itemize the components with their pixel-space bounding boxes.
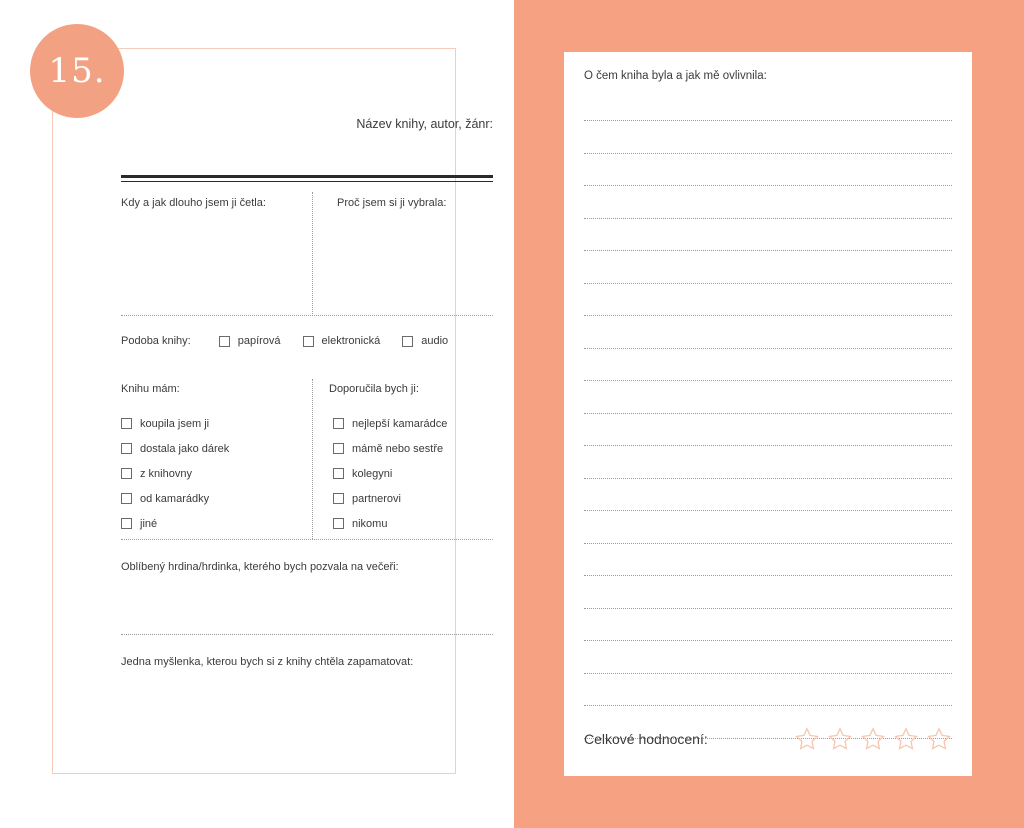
book-format-label: Podoba knihy: (121, 335, 191, 347)
overall-rating-label: Celkové hodnocení: (584, 731, 708, 747)
divider-vertical-middle (312, 379, 313, 539)
option-have-other-label: jiné (140, 517, 158, 530)
have-book-label: Knihu mám: (121, 383, 180, 395)
checkbox-icon[interactable] (333, 468, 344, 479)
recommend-label: Doporučila bych ji: (329, 383, 419, 395)
writing-line (584, 153, 952, 186)
option-recommend-nobody-label: nikomu (352, 517, 388, 530)
checkbox-icon[interactable] (121, 493, 132, 504)
divider-vertical-top (312, 192, 313, 314)
option-recommend-colleague[interactable] (333, 461, 513, 486)
option-recommend-bestfriend[interactable] (333, 411, 513, 436)
checkbox-icon[interactable] (333, 418, 344, 429)
checkbox-icon[interactable] (219, 336, 230, 347)
writing-line (584, 120, 952, 153)
overall-rating-row (584, 726, 952, 752)
writing-line (584, 543, 952, 576)
option-recommend-partner-label: partnerovi (352, 492, 401, 505)
writing-line (584, 445, 952, 478)
recommend-options (333, 411, 513, 536)
checkbox-icon[interactable] (121, 468, 132, 479)
writing-line (584, 283, 952, 316)
option-recommend-colleague-label: kolegyni (352, 467, 393, 480)
writing-line (584, 608, 952, 641)
checkbox-icon[interactable] (402, 336, 413, 347)
writing-line (584, 640, 952, 673)
divider-horizontal-top (121, 315, 493, 316)
writing-line (584, 575, 952, 608)
page-number-badge: 15. (30, 24, 124, 118)
writing-line (584, 478, 952, 511)
when-read-label: Kdy a jak dlouho jsem ji četla: (121, 197, 266, 209)
option-format-electronic-label: elektronická (321, 335, 381, 347)
star-icon[interactable] (827, 726, 853, 752)
option-have-library-label: z knihovny (140, 467, 192, 480)
checkbox-icon[interactable] (121, 443, 132, 454)
option-recommend-bestfriend-label: nejlepší kamarádce (352, 417, 448, 430)
option-have-friend-label: od kamarádky (140, 492, 210, 505)
writing-line (584, 250, 952, 283)
title-rule-thick (121, 175, 493, 178)
star-icon[interactable] (926, 726, 952, 752)
favourite-hero-label: Oblíbený hrdina/hrdinka, kterého bych pozvala na večeři: (121, 561, 399, 573)
book-format-row (121, 335, 493, 347)
option-recommend-mother-sister[interactable] (333, 436, 513, 461)
writing-line (584, 315, 952, 348)
rating-stars[interactable] (794, 726, 952, 752)
checkbox-icon[interactable] (333, 493, 344, 504)
checkbox-icon[interactable] (333, 443, 344, 454)
option-format-paper[interactable] (219, 335, 281, 347)
option-format-audio-label: audio (421, 335, 449, 347)
writing-line (584, 413, 952, 446)
writing-line (584, 510, 952, 543)
right-page-sheet (564, 52, 972, 776)
option-recommend-nobody[interactable] (333, 511, 513, 536)
option-recommend-partner[interactable] (333, 486, 513, 511)
about-book-label: O čem kniha byla a jak mě ovlivnila: (584, 70, 767, 82)
checkbox-icon[interactable] (121, 518, 132, 529)
option-have-library[interactable] (121, 461, 301, 486)
option-have-bought[interactable] (121, 411, 301, 436)
divider-horizontal-lower (121, 634, 493, 635)
writing-line (584, 218, 952, 251)
star-icon[interactable] (794, 726, 820, 752)
writing-line (584, 185, 952, 218)
one-thought-label: Jedna myšlenka, kterou bych si z knihy chtěla zapamatovat: (121, 656, 414, 668)
why-chosen-label: Proč jsem si ji vybrala: (337, 197, 447, 209)
option-have-bought-label: koupila jsem ji (140, 417, 210, 430)
writing-line (584, 380, 952, 413)
checkbox-icon[interactable] (303, 336, 314, 347)
star-icon[interactable] (860, 726, 886, 752)
star-icon[interactable] (893, 726, 919, 752)
title-rule-thin (121, 181, 493, 182)
book-title-label: Název knihy, autor, žánr: (356, 117, 493, 131)
option-have-gift[interactable] (121, 436, 301, 461)
option-recommend-mother-sister-label: mámě nebo sestře (352, 442, 444, 455)
left-page-sheet (52, 48, 493, 774)
writing-line (584, 673, 952, 706)
option-format-electronic[interactable] (303, 335, 381, 347)
option-format-paper-label: papírová (237, 335, 281, 347)
writing-line (584, 348, 952, 381)
checkbox-icon[interactable] (121, 418, 132, 429)
writing-lines (584, 120, 952, 770)
option-have-friend[interactable] (121, 486, 301, 511)
divider-horizontal-middle (121, 539, 493, 540)
option-have-gift-label: dostala jako dárek (140, 442, 230, 455)
option-have-other[interactable] (121, 511, 301, 536)
have-book-options (121, 411, 301, 536)
checkbox-icon[interactable] (333, 518, 344, 529)
option-format-audio[interactable] (402, 335, 448, 347)
